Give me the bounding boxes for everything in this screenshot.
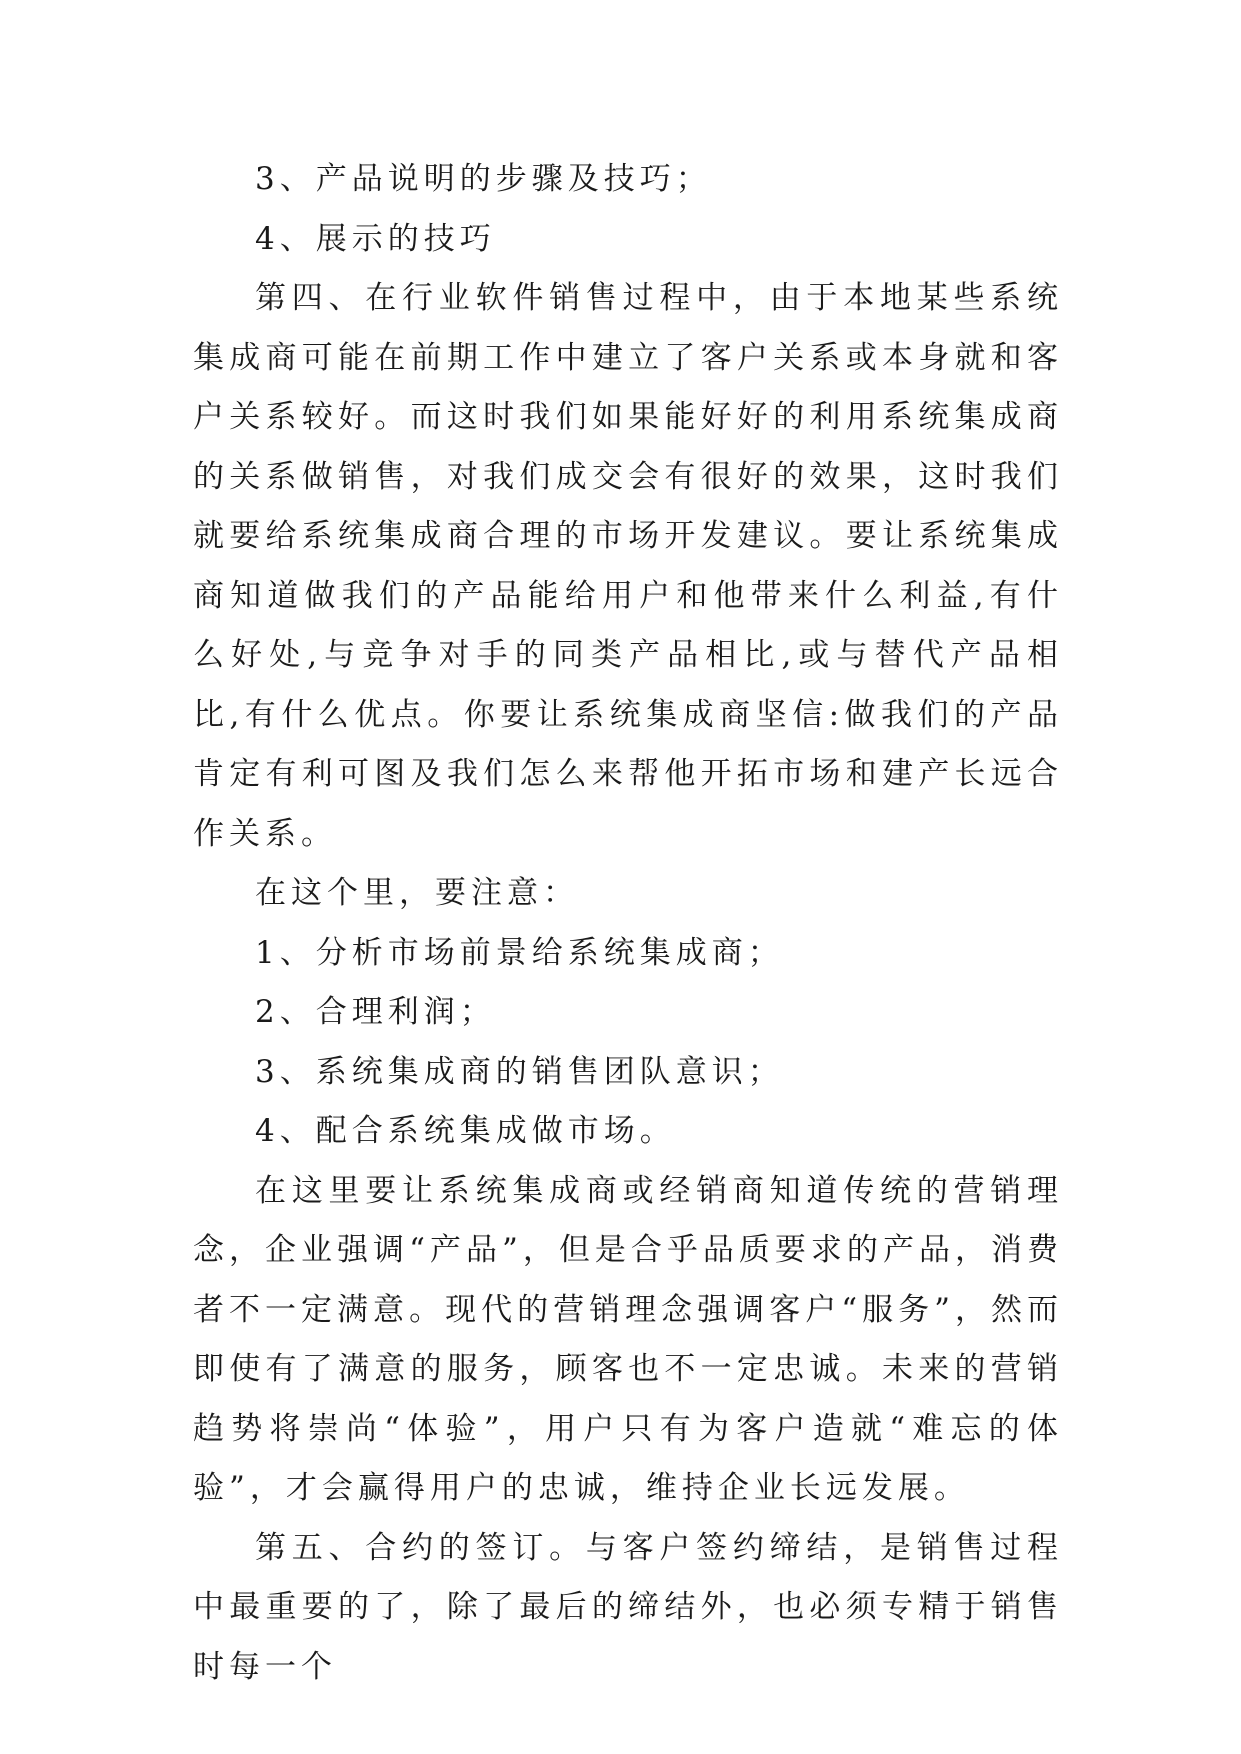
- paragraph-step-4-presentation: 4、展示的技巧: [255, 220, 496, 257]
- document-body: [193, 150, 1063, 1697]
- paragraph-section-four: 第四、在行业软件销售过程中，由于本地某些系统集成商可能在前期工作中建立了客户关系或本身就和客户关系较好。而这时我们如果能好好的利用系统集成商的关系做销售，对我们成交会有很好的效果，这时我们就要给系统集成商合理的市场开发建议。要让系统集成商知道做我们的产品能给用户和他带来什么利益,有什么好处,与竞争对手的同类产品相比,或与替代产品相比,有什么优点。你要让系统集成商坚信:做我们的产品肯定有利可图及我们怎么来帮他开拓市场和建产长远合作关系。: [193, 280, 1063, 852]
- paragraph-attention-item-3: 3、系统集成商的销售团队意识；: [255, 1053, 784, 1090]
- paragraph-attention-item-1: 1、分析市场前景给系统集成商；: [255, 934, 784, 971]
- paragraph-marketing-concept: 在这里要让系统集成商或经销商知道传统的营销理念，企业强调“产品”，但是合乎品质要求的产品，消费者不一定满意。现代的营销理念强调客户“服务”，然而即使有了满意的服务，顾客也不一定忠诚。未来的营销趋势将崇尚“体验”，用户只有为客户造就“难忘的体验”，才会赢得用户的忠诚，维持企业长远发展。: [193, 1172, 1063, 1506]
- paragraph-attention-item-4: 4、配合系统集成做市场。: [255, 1113, 676, 1149]
- paragraph-section-five: 第五、合约的签订。与客户签约缔结，是销售过程中最重要的了，除了最后的缔结外，也必须专精于销售时每一个: [193, 1529, 1063, 1685]
- paragraph-attention-item-2: 2、合理利润；: [255, 994, 496, 1030]
- paragraph-attention-heading: 在这个里，要注意：: [255, 875, 579, 911]
- paragraph-step-3-product-explanation: 3、产品说明的步骤及技巧；: [255, 161, 712, 197]
